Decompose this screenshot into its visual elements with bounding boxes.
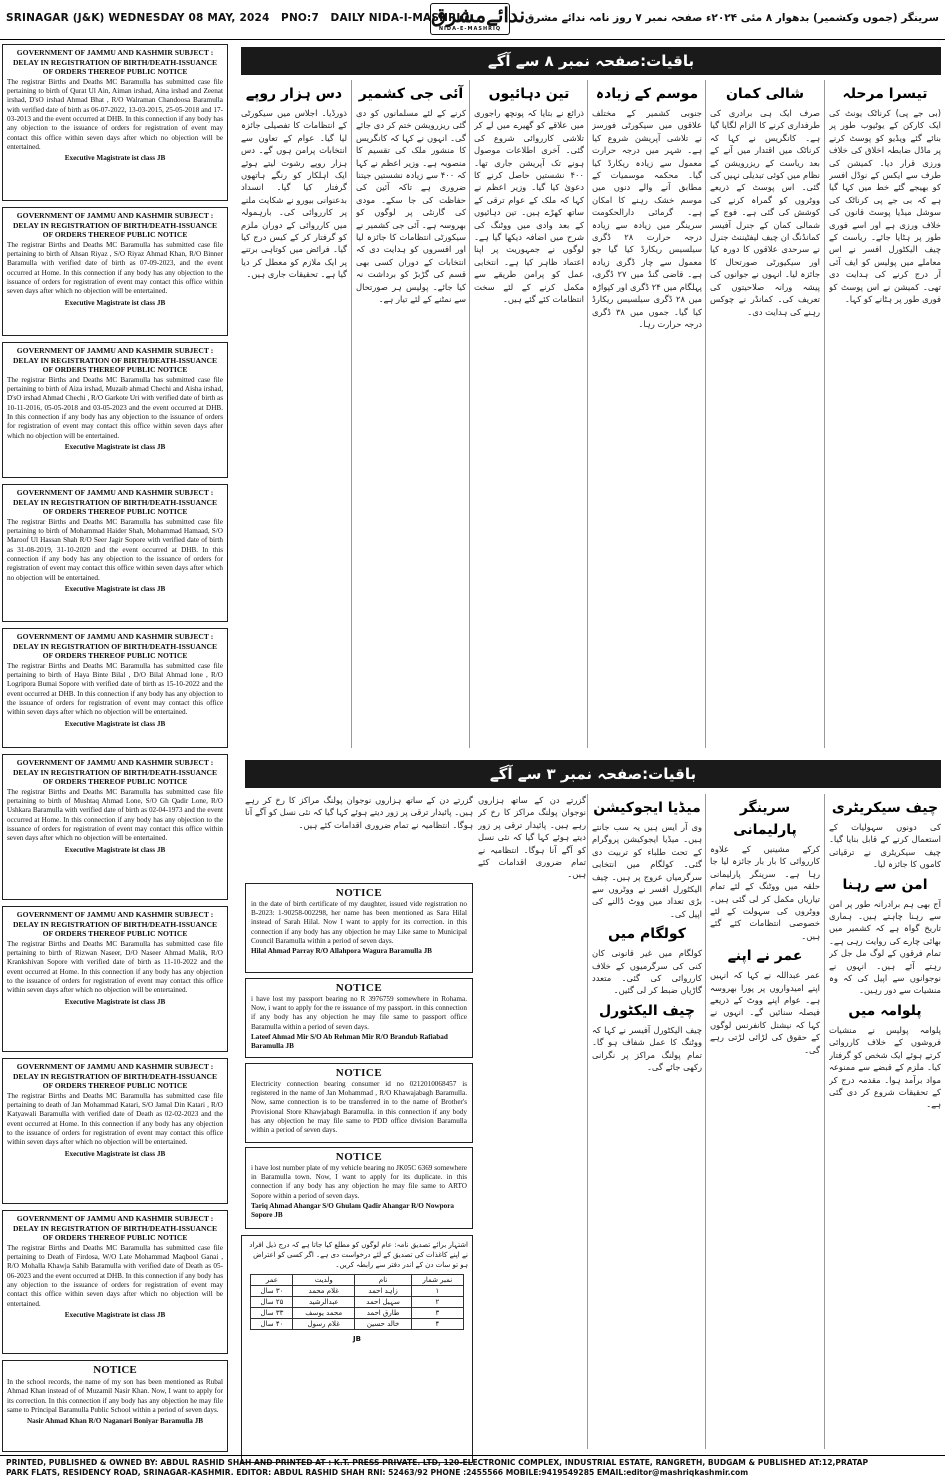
notice-signature: Hilal Ahmad Parray R/O Allahpora Wagura Baramulla JB — [251, 947, 432, 956]
column-text: آج بھی ہم برادرانہ طور پر امن سے رہنا چاہتے ہیں۔ ہماری تاریخ گواہ ہے کہ کشمیر میں بھائی چارے کی روایت رہی ہے۔ تمام فرقوں کے لوگ مل جل کر رہتے آئے ہیں۔ انہوں نے نوجوانوں سے اپیل کی کہ وہ منشیات سے دور رہیں۔ — [829, 898, 941, 996]
urdu-bottom-column-1 — [829, 794, 941, 1449]
urdu-notice-text: اشتہار برائے تصدیق نامہ: عام لوگوں کو مطلع کیا جاتا ہے کہ درج ذیل افراد نے اپنے کاغذات کی تصدیق کے لئے درخواست دی ہے۔ اگر کسی کو اعتراض ہو تو سات دن کے اندر دفتر سے رابطہ کریں۔ — [249, 1241, 468, 1269]
notice-heading: GOVERNMENT OF JAMMU AND KASHMIR SUBJECT : DELAY IN REGISTRATION OF BIRTH/DEATH-ISSUANCE OF ORDERS THEREOF PUBLIC NOTICE — [12, 1062, 218, 1091]
public-notice-1 — [2, 44, 228, 201]
column-text: جنوبی کشمیر کے مختلف علاقوں میں سیکورٹی فورسز نے تلاشی آپریشن شروع کیا ہے۔ شہر میں درجہ حرارت معمول سے زیادہ ریکارڈ کیا گیا۔ محکمہ موسمیات کے مطابق آنے والے دنوں میں موسم خشک رہنے کا امکان ہے۔ گرمائی دارالحکومت سرینگر میں زیادہ سے زیادہ درجہ حرارت ۲۸ ڈگری سیلسیس ریکارڈ کیا گیا جو معمول سے چار ڈگری زیادہ ہے۔ قاضی گنڈ میں ۲۷ ڈگری، پہلگام میں ۲۴ ڈگری اور کپواڑہ میں ۲۸ ڈگری سیلسیس ریکارڈ کیا گیا۔ جموں میں ۳۸ ڈگری درجہ حرارت رہا۔ — [592, 108, 702, 329]
public-notice-8 — [2, 1058, 228, 1204]
table-cell: ۲ — [412, 1297, 463, 1308]
column-headline: تین دہائیوں — [488, 86, 570, 102]
table-cell: ۱ — [412, 1286, 463, 1297]
table-cell: طارق احمد — [355, 1308, 412, 1319]
notice-title: NOTICE — [335, 887, 383, 899]
public-notice-7 — [2, 906, 228, 1052]
notice-heading: GOVERNMENT OF JAMMU AND KASHMIR SUBJECT : DELAY IN REGISTRATION OF BIRTH/DEATH-ISSUANCE OF ORDERS THEREOF PUBLIC NOTICE — [12, 1214, 218, 1243]
table-cell: ۲۵ سال — [251, 1297, 293, 1308]
urdu-column-4 — [474, 80, 584, 748]
notice-body: The registrar Births and Deaths MC Baramulla has submitted case file pertaining to birth of Aiza irshad, Muzaib ahmad Chechi and Aisha irshad, D'sO irshad Ahmad Chechi , R/O Garkote Uri with verified date of birth as 10-11-2016, 05-05-2018 and 03-05-2023 and the event occurred at DHB. In this connection if any body has any objection to the issuance of orders for registration of event may contact this office within seven days after which no objection will be entertained. — [7, 375, 223, 440]
imprint-line-2: PARK FLATS, RESIDENCY ROAD, SRINAGAR-KASHMIR. EDITOR: ABDUL RASHID SHAH RNI: 52463/92 PHONE :2455566 MOBILE:9419549285 EMAIL:editor@mashriqkashmir.com — [6, 1468, 749, 1477]
urdu-bottom-column-5 — [245, 794, 473, 874]
column-headline: امن سے رہنا — [842, 876, 928, 893]
table-cell: ۴۰ سال — [251, 1319, 293, 1330]
column-headline: دس ہزار روپے — [245, 86, 343, 102]
urdu-bottom-column-2 — [710, 794, 820, 1449]
notice-body: The registrar Births and Deaths MC Baramulla has submitted case file pertaining to birth of Mushtaq Ahmad Lone, S/O Gh Qadir Lone, R/O Ushkara Baramulla with verified date of birth as 02-04-1973 and the event occurred at Home. In this connection if any body has any objection to the issuance of orders for registration of event may contact this office within seven days after which no objection will be entertained. — [7, 787, 223, 843]
notice-signature: Executive Magistrate ist class JB — [64, 154, 166, 163]
column-text: چیف الیکٹورل آفیسر نے کہا کہ ووٹنگ کا عمل شفاف ہو گا۔ تمام پولنگ مراکز پر نگرانی رکھی جائے گی۔ — [592, 1024, 702, 1073]
column-headline: چیف الیکٹورل — [599, 1002, 695, 1019]
notice-lost-number-plate — [245, 1147, 473, 1229]
notice-heading: GOVERNMENT OF JAMMU AND KASHMIR SUBJECT : DELAY IN REGISTRATION OF BIRTH/DEATH-ISSUANCE OF ORDERS THEREOF PUBLIC NOTICE — [12, 211, 218, 240]
column-rule — [705, 794, 706, 1449]
notice-signature: Executive Magistrate ist class JB — [64, 845, 166, 854]
column-headline: پلوامہ میں — [848, 1002, 922, 1019]
notice-signature: Executive Magistrate ist class JB — [64, 719, 166, 728]
notice-title: NOTICE — [335, 1151, 383, 1163]
table-cell: ولدیت — [293, 1275, 355, 1286]
page-number: PNO:7 — [281, 12, 319, 24]
notice-electricity-connection — [245, 1063, 473, 1143]
column-text: کی دونوں سہولیات کے استعمال کرنے کے قابل بنایا گیا۔ چیف سیکریٹری نے ترقیاتی کاموں کا جائزہ لیا۔ — [829, 822, 941, 870]
notice-birth-certificate — [245, 883, 473, 973]
table-cell: عبدالرشید — [293, 1297, 355, 1308]
masthead-date: SRINAGAR (J&K) WEDNESDAY 08 MAY, 2024 — [6, 12, 270, 24]
column-rule — [705, 80, 706, 748]
table-row — [251, 1308, 463, 1319]
notice-body: in the date of birth certificate of my daughter, issued vide registration no B-2023: 1-90258-002298, her name has been mentioned as Sara Hilal instead of Sarah Hilal. Now I want to apply for its correction. in this connection if any body has any objection he may Like same to Municipal Council Baramulla within a period of seven days. — [251, 900, 467, 945]
public-notice-column — [2, 44, 228, 1458]
public-notice-3 — [2, 342, 228, 478]
notice-signature: Executive Magistrate ist class JB — [64, 1149, 166, 1158]
table-cell: نمبر شمار — [412, 1275, 463, 1286]
logo-subtitle: NIDA-E-MASHRIQ — [438, 26, 502, 32]
logo-text: ندائےمشرق — [431, 3, 526, 27]
urdu-notice-table — [250, 1274, 463, 1330]
masthead — [0, 0, 945, 40]
column-text: صرف ایک ہی برادری کی طرفداری کرنے کا الزام لگایا گیا ہے۔ کانگریس نے کہا کہ کرناٹک میں اقتدار میں آنے کے بعد ریاست کے ریزرویشن کے نظام میں کوئی تبدیلی نہیں کی گئی۔ اس پوسٹ کے ذریعے ووٹروں کو گمراہ کرنے کی کوشش کی گئی ہے۔ فوج کے شمالی کمان کے جنرل آفیسر کمانڈنگ ان چیف لیفٹیننٹ جنرل نے سرحدی علاقوں کا دورہ کیا اور سیکیورٹی صورتحال کا جائزہ لیا۔ انہوں نے جوانوں کی پیشہ ورانہ صلاحیتوں کی تعریف کی۔ کمانڈر نے چوکس رہنے کی ہدایت دی۔ — [710, 108, 820, 317]
urdu-bottom-column-4 — [478, 794, 586, 1449]
table-row — [251, 1275, 463, 1286]
column-headline: کولگام میں — [608, 926, 686, 943]
column-text: کولگام میں غیر قانونی کان کنی کی سرگرمیوں کے خلاف کارروائی کی گئی۔ متعدد گاڑیاں ضبط کر لی گئیں۔ — [592, 948, 702, 996]
notice-signature: Nasir Ahmad Khan R/O Naganari Boniyar Baramulla JB — [26, 1417, 204, 1426]
table-cell: ۴ — [412, 1319, 463, 1330]
public-notice-4 — [2, 484, 228, 622]
table-row — [251, 1297, 463, 1308]
table-cell: عمر — [251, 1275, 293, 1286]
table-cell: ۳۳ سال — [251, 1308, 293, 1319]
notice-title: NOTICE — [335, 982, 383, 994]
notice-body: i have lost my passport bearing no R 3976759 somewhere in Rohama. Now, i want to apply for the re issuance of my passport. in this connection if any body has any objection he may file same to passport office Baramulla within a period of seven days. — [251, 995, 467, 1031]
urdu-notice-box — [241, 1235, 473, 1463]
notice-heading: GOVERNMENT OF JAMMU AND KASHMIR SUBJECT : DELAY IN REGISTRATION OF BIRTH/DEATH-ISSUANCE OF ORDERS THEREOF PUBLIC NOTICE — [12, 48, 218, 77]
column-rule — [469, 80, 470, 748]
notice-signature: Tariq Ahmad Ahangar S/O Ghulam Qadir Ahangar R/O Nowpora Sopore JB — [251, 1201, 455, 1220]
notice-signature: Executive Magistrate ist class JB — [64, 298, 166, 307]
notice-heading: GOVERNMENT OF JAMMU AND KASHMIR SUBJECT : DELAY IN REGISTRATION OF BIRTH/DEATH-ISSUANCE OF ORDERS THEREOF PUBLIC NOTICE — [12, 910, 218, 939]
column-rule — [824, 794, 825, 1449]
column-text: وی آر ایس ہیں یہ سب جانتے ہیں۔ میڈیا ایجوکیشن پروگرام کے تحت طلباء کو تربیت دی گئی۔ کولگام میں انتخابی سرگرمیاں عروج پر ہیں۔ چیف الیکٹورل افسر نے ووٹروں سے بڑی تعداد میں ووٹ ڈالنے کی اپیل کی۔ — [592, 822, 702, 919]
column-text: کرنے کے لئے مسلمانوں کو دی گئی ریزرویشن ختم کر دی جائے گی۔ انہوں نے کہا کہ کانگریس کا منشور ملک کی تقسیم کا منصوبہ ہے۔ وزیر اعظم نے کہا کہ ۴۰۰ سے زیادہ نشستیں جیتنا ضروری ہے تاکہ آئین کی حفاظت کی جا سکے۔ مودی کی گارنٹی پر لوگوں کو بھروسہ ہے۔ آئی جی کشمیر نے سیکورٹی انتظامات کا جائزہ لیا اور افسروں کو ہدایت دی کہ انتخابات کے دوران کسی بھی قسم کی گڑبڑ کو برداشت نہ کیا جائے۔ پولیس ہر صورتحال سے نمٹنے کے لئے تیار ہے۔ — [356, 108, 466, 305]
column-rule — [824, 80, 825, 748]
column-text: پلوامہ پولیس نے منشیات فروشوں کے خلاف کارروائی کرتے ہوئے ایک شخص کو گرفتار کیا۔ ملزم کے قبضے سے ممنوعہ مواد برآمد ہوا۔ مقدمہ درج کر کے تحقیقات شروع کر دی گئی ہے۔ — [829, 1024, 941, 1110]
column-text: (بی جے پی) کرناٹک یونٹ کی ایک کارکن کے یوٹیوب طور پر بنائے گئے ویڈیو کو پوسٹ کرنے پر ماڈل ضابطہ اخلاق کی خلاف ورزی قرار دیا۔ کمیشن کی طرف سے ایکس کے نوڈل افسر کو بھیجے گئے خط میں کہا گیا ہے کہ بی جے پی کرناٹک کی سوشل میڈیا پوسٹ قانون کی خلاف ورزی ہے اور اسے فوری طور پر ہٹایا جائے۔ ریاست کے چیف الیکٹورل افسر نے اس معاملے میں پولیس کو ایف آئی آر درج کرنے کی ہدایت دی تھی۔ کمیشن نے اس پوسٹ کو فوری طور پر ہٹانے کو کہا۔ — [829, 108, 941, 305]
notice-signature: Executive Magistrate ist class JB — [64, 584, 166, 593]
column-headline: سرینگر پارلیمانی — [733, 800, 797, 838]
public-notice-6 — [2, 754, 228, 900]
table-cell: سہیل احمد — [355, 1297, 412, 1308]
urdu-column-5 — [356, 80, 466, 748]
column-rule — [587, 794, 588, 1449]
notice-body: The registrar Births and Deaths MC Baramulla has submitted case file pertaining to birth of Rizwan Naseer, D/O Naseer Ahmad Malik, R/O Krankshivan Sopore with verified date of birth as 11-10-2022 and the event occurred at Home. In this connection if any body has any objection to the issuance of orders for registration of event may contact this office within seven days after which no objection will be entertained. — [7, 939, 223, 995]
column-headline: موسم کے زیادہ — [595, 86, 699, 102]
urdu-bottom-column-3 — [592, 794, 702, 1449]
column-text: گزرتے دن کے ساتھ ہزاروں نوجوان پولنگ مراکز کا رخ کر رہے ہیں۔ پائیدار ترقی پر زور دیتے ہوئے کہا گیا کہ نئی نسل کو آگے آنا ہوگا۔ انتظامیہ نے تمام ضروری اقدامات کئے ہیں۔ — [478, 795, 586, 880]
notice-body: The registrar Births and Deaths MC Baramulla has submitted case file pertaining to birth of Ahsan Riyaz , S/O Riyaz Ahmad Khan, R/O Binner Baramulla with verified date of birth as 07-09-2023, and the event occurred at Home. In this connection if any body has any objection to the issuance of orders for registration of event may contact this office within seven days after which no objection will be entertained. — [7, 240, 223, 296]
column-rule — [351, 80, 352, 748]
notice-lost-passport — [245, 978, 473, 1058]
table-cell: خالد حسین — [355, 1319, 412, 1330]
column-headline: میڈیا ایجوکیشن — [593, 800, 701, 816]
table-row — [251, 1319, 463, 1330]
public-notice-2 — [2, 207, 228, 336]
column-rule — [587, 80, 588, 748]
imprint-line-1: PRINTED, PUBLISHED & OWNED BY: ABDUL RASHID SHAH AND PRINTED AT : K.T. PRESS PRIVATE. LTD, 120-ELECTRONIC COMPLEX, INDUSTRIAL ESTATE, RANGRETH, BUDGAM & PUBLISHED AT:12,PRATAP — [6, 1458, 869, 1467]
notice-heading: GOVERNMENT OF JAMMU AND KASHMIR SUBJECT : DELAY IN REGISTRATION OF BIRTH/DEATH-ISSUANCE OF ORDERS THEREOF PUBLIC NOTICE — [12, 632, 218, 661]
public-notice-5 — [2, 628, 228, 748]
table-cell: ۳۰ سال — [251, 1286, 293, 1297]
table-cell: ۳ — [412, 1308, 463, 1319]
column-headline: تیسرا مرحلہ — [842, 86, 928, 102]
notice-heading: GOVERNMENT OF JAMMU AND KASHMIR SUBJECT : DELAY IN REGISTRATION OF BIRTH/DEATH-ISSUANCE OF ORDERS THEREOF PUBLIC NOTICE — [12, 346, 218, 375]
column-text: عمر عبداللہ نے کہا کہ انہیں اپنے امیدواروں پر پورا بھروسہ ہے۔ عوام اپنے ووٹ کے ذریعے فیصلہ سنائیں گے۔ انہوں نے کہا کہ نیشنل کانفرنس لوگوں کے حقوق کی لڑائی لڑتی رہے گی۔ — [710, 970, 820, 1055]
urdu-column-3 — [592, 80, 702, 748]
table-cell: نام — [355, 1275, 412, 1286]
masthead-right-urdu: سرینگر (جموں وکشمیر) بدھوار ۸ مئی ۲۰۲۴ء صفحہ نمبر ۷ روز نامہ ندائے مشرق — [524, 12, 939, 24]
notice-signature: Executive Magistrate ist class JB — [64, 997, 166, 1006]
notice-body: The registrar Births and Deaths MC Baramulla has submitted case file pertaining to Death of Firdosa, W/O Late Mohammad Maqbool Ganai , R/O Mohalla Khawja Sahib Baramulla with verified date of Death as 05-06-2023 and the event occurred at DHB. In this connection if any body has any objection to the issuance of orders for registration of event may contact this office within seven days after which no objection will be entertained. — [7, 1243, 223, 1308]
notice-body: i have lost number plate of my vehicle bearing no JK05C 6369 somewhere in Baramulla town. Now, I want to apply for its duplicate. in this connection if any body has any objection he may file same to ARTO Sopore within a period of seven days. — [251, 1164, 467, 1200]
paper-name: DAILY NIDA-I-MASHRIQ — [330, 12, 470, 24]
table-cell: غلام محمد — [293, 1286, 355, 1297]
column-headline: عمر نے اپنے — [727, 948, 803, 965]
notice-heading: GOVERNMENT OF JAMMU AND KASHMIR SUBJECT : DELAY IN REGISTRATION OF BIRTH/DEATH-ISSUANCE OF ORDERS THEREOF PUBLIC NOTICE — [12, 758, 218, 787]
urdu-notice-sign: JB — [353, 1335, 361, 1343]
imprint-footer — [0, 1455, 945, 1479]
urdu-column-1 — [829, 80, 941, 748]
notice-heading: NOTICE — [93, 1364, 137, 1376]
table-cell: محمد یوسف — [293, 1308, 355, 1319]
banner-continued-from-page-3: باقیات:صفحہ نمبر ۳ سے آگے — [245, 760, 941, 788]
column-text: گزرتے دن کے ساتھ ہزاروں نوجوان پولنگ مراکز کا رخ کر رہے ہیں۔ پائیدار ترقی پر زور دیتے ہوئے کہا گیا کہ نئی نسل کو آگے آنا ہوگا۔ انتظامیہ نے تمام ضروری اقدامات کئے ہیں۔ — [245, 795, 473, 830]
column-text: ذورڈیا۔ اجلاس میں سیکورٹی کے انتظامات کا تفصیلی جائزہ لیا گیا۔ عوام کے تعاون سے انتخابات پرامن ہوں گے۔ دس ہزار روپے رشوت لیتے ہوئے ایک اہلکار کو رنگے ہاتھوں گرفتار کیا گیا۔ انسداد بدعنوانی بیورو نے شکایت ملنے پر کارروائی کی۔ بارہمولہ میں کارروائی کے دوران ملزم کو گرفتار کر کے کیس درج کیا گیا۔ فرائض میں کوتاہی برتنے پر ایک ملازم کو معطل کر دیا گیا ہے۔ تحقیقات جاری ہیں۔ — [241, 108, 347, 280]
public-notice-9 — [2, 1210, 228, 1354]
notice-body: Electricity connection bearing consumer id no 0212010068457 is registered in the name of Jan Mohammad , R/O Khawajabagh Baramulla. Now, same connection is to be transferred in to the name of Brother's Provisional Store Khawjabagh Baramulla. in this connection if any body has any objection he may file same to PDD office division Baramulla within a period of seven days. — [251, 1080, 467, 1135]
column-text: ذرائع نے بتایا کہ پونچھ راجوری میں علاقے کو گھیرے میں لے کر تلاشی کارروائی شروع کی گئی۔ آخری اطلاعات موصول ہونے تک آپریشن جاری تھا۔ ۴۰۰ نشستیں حاصل کرنے کا دعویٰ کیا گیا۔ وزیر اعظم نے کہا کہ ملک کے عوام ترقی کے ساتھ کھڑے ہیں۔ تین دہائیوں کے بعد وادی میں ووٹنگ کی شرح میں اضافہ دیکھا گیا ہے۔ لوگوں نے جمہوریت پر اپنا اعتماد ظاہر کیا ہے۔ انتخابی عمل کو پرامن طریقے سے مکمل کرنے کے لئے سخت انتظامات کئے گئے ہیں۔ — [474, 108, 584, 305]
table-cell: زاہد احمد — [355, 1286, 412, 1297]
banner-continued-from-page-8: باقیات:صفحہ نمبر ۸ سے آگے — [241, 47, 941, 75]
notice-body: In the school records, the name of my son has been mentioned as Rubal Ahmad Khan instead of of Muzamil Nasir Khan. Now, I want to apply for its correction. In this connection if any body has any objection he may file same to Principal Baramulla Public School within a period of seven days. — [7, 1378, 223, 1414]
table-cell: غلام رسول — [293, 1319, 355, 1330]
notice-signature: Executive Magistrate ist class JB — [64, 442, 166, 451]
column-headline: شالی کمان — [725, 86, 805, 102]
table-row — [251, 1286, 463, 1297]
notice-title: NOTICE — [335, 1067, 383, 1079]
column-text: کرکے مشینیں کے علاوہ کارروائی کا بار بار جائزہ لیا جا رہا ہے۔ سرینگر پارلیمانی حلقہ میں ووٹنگ کے لئے تمام تیاریاں مکمل کر لی گئی ہیں۔ ووٹروں کی سہولت کے لئے خصوصی انتظامات کئے گئے ہیں۔ — [710, 844, 820, 941]
urdu-column-2 — [710, 80, 820, 748]
paper-logo — [430, 3, 526, 35]
notice-body: The registrar Births and Deaths MC Baramulla has submitted case file pertaining to death of Jan Mohammad Katari, S/O Jamal Din Katari , R/O Katyawali Baramulla with verified date of Death as 02-02-2023 and the event occurred at Home. In this connection if any body has any objection to the issuance of orders for registration of event may contact this office within seven days after which no objection will be entertained. — [7, 1091, 223, 1147]
notice-body: The registrar Births and Deaths MC Baramulla has submitted case file pertaining to birth of Qurat Ul Ain, Aiman irshad, Aina irshad and Zeenat irshad, D'sO irshad Ahmad Bhat , R/O Walraman Chandoosa Baramulla with verified date of birth as 06-07-2022, 13-03-2015, 25-05-2018 and 17-03-2013 and the event occurred at DHB. In this connection if any body has any objection to the issuance of orders for registration of event may contact this office within seven days after which no objection will be entertained. — [7, 77, 223, 151]
public-notice-school — [2, 1360, 228, 1452]
notice-body: The registrar Births and Deaths MC Baramulla has submitted case file pertaining to birth of Mohammad Haider Shah, Mohammad Hamaad, S/O Maroof Ul Hassan Shah R/O Seer Jagir Sopore with verified date of birth as 31-08-2019, 31-10-2020 and the event occurred at DHB. In this connection if any body has any objection to the issuance of orders for registration of event may contact this office within seven days after which no objection will be entertained. — [7, 517, 223, 582]
column-headline: چیف سیکریٹری — [831, 800, 939, 816]
urdu-column-6 — [241, 80, 347, 748]
masthead-left — [6, 12, 470, 24]
notice-heading: GOVERNMENT OF JAMMU AND KASHMIR SUBJECT : DELAY IN REGISTRATION OF BIRTH/DEATH-ISSUANCE OF ORDERS THEREOF PUBLIC NOTICE — [12, 488, 218, 517]
column-headline: آئی جی کشمیر — [358, 86, 464, 102]
notice-signature: Lateef Ahmad Mir S/O Ab Rehman Mir R/O Brandub Rafiabad Baramulla JB — [251, 1032, 448, 1051]
notice-signature: Executive Magistrate ist class JB — [64, 1310, 166, 1319]
notice-body: The registrar Births and Deaths MC Baramulla has submitted case file pertaining to birth of Haya Binte Bilal , D/O Bilal Ahmad lone , R/O Logripora Bumai Sopore with verified date of birth as 15-10-2022 and the event occurred at DHB. In this connection if any body has any objection to the issuance of orders for registration of event may contact this office within seven days after which no objection will be entertained. — [7, 661, 223, 717]
